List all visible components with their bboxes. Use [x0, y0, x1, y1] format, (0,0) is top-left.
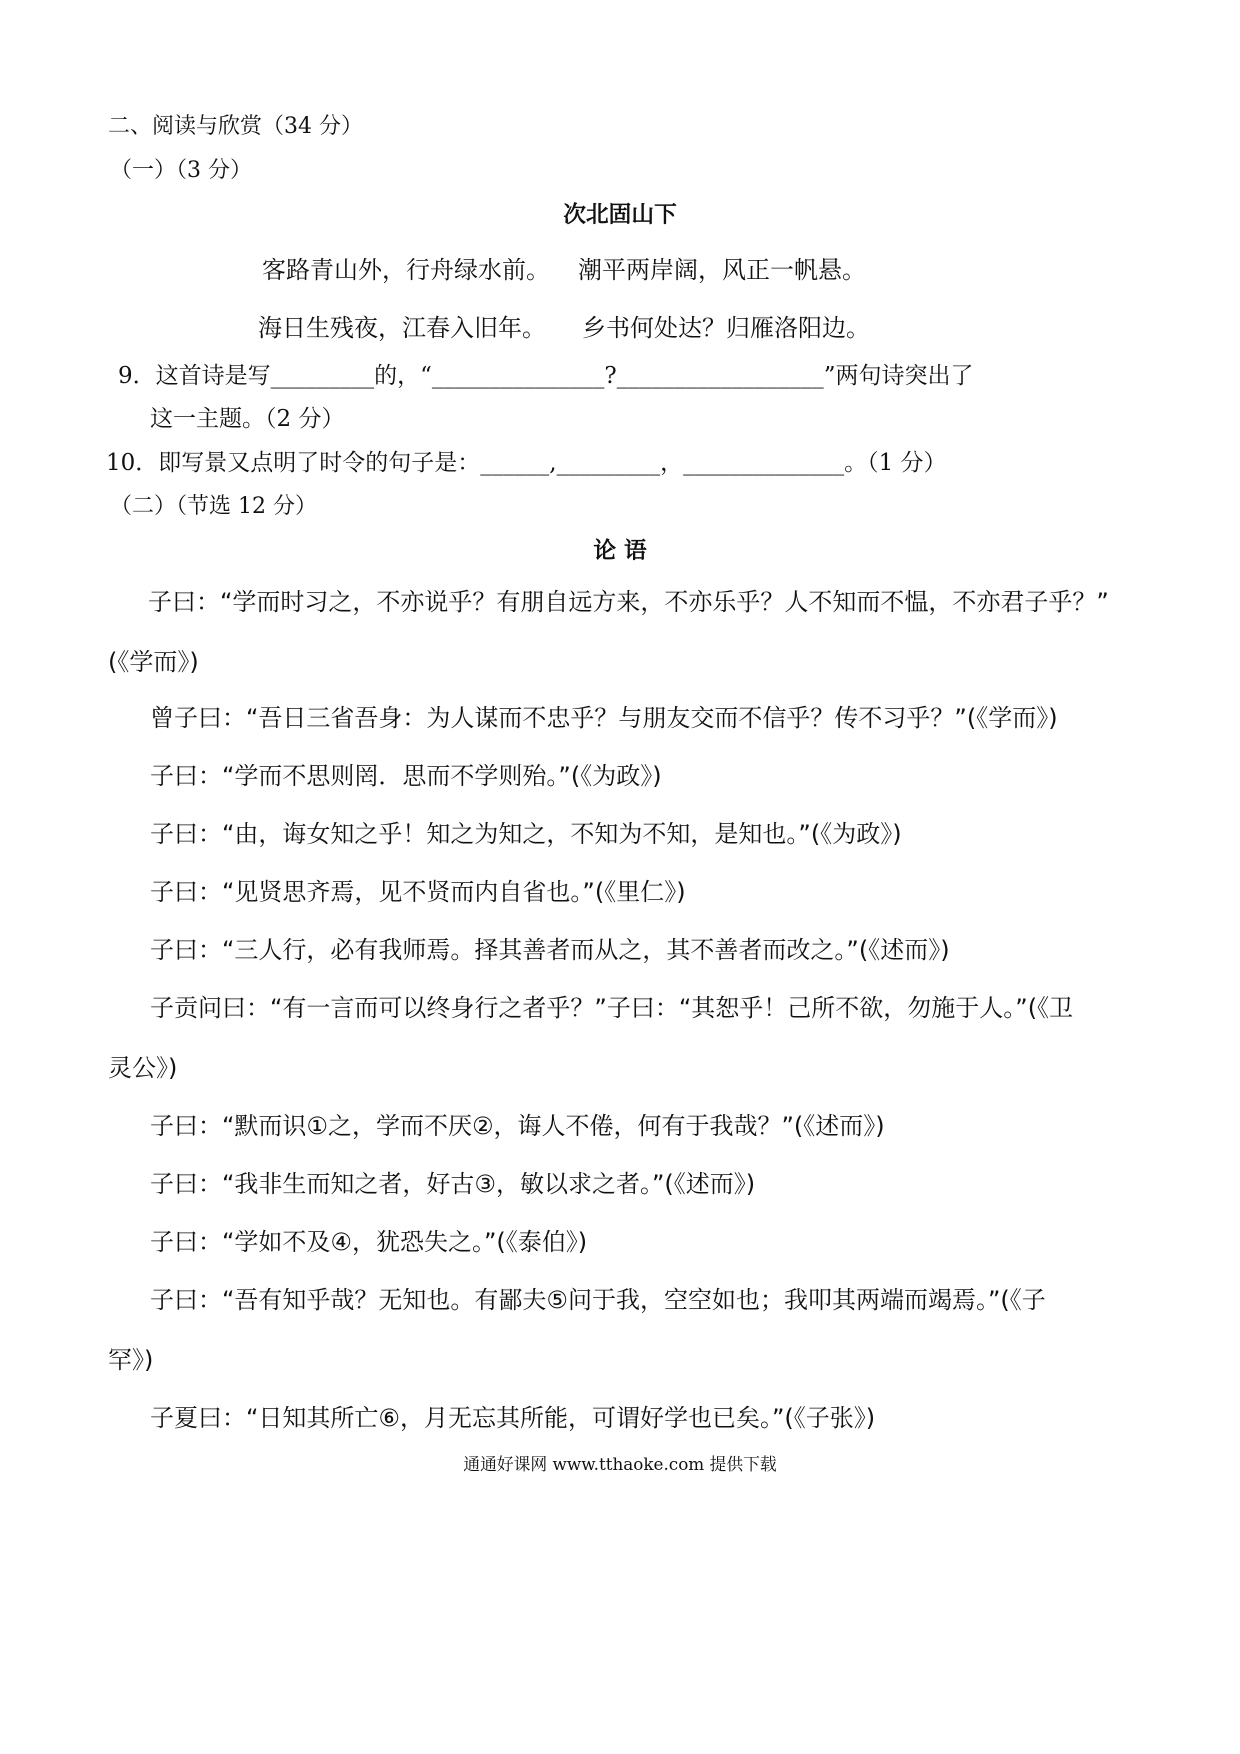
analects-line: 子曰：“见贤思齐焉，见不贤而内自省也。”(《里仁》) [150, 878, 686, 906]
analects-line: 子曰：“我非生而知之者，好古③，敏以求之者。”(《述而》) [150, 1170, 756, 1198]
analects-line: 子曰：“默而识①之，学而不厌②，诲人不倦，何有于我哉？”(《述而》) [150, 1112, 885, 1140]
poem-line: 客路青山外，行舟绿水前。 [262, 256, 550, 284]
page-footer: 通通好课网 www.tthaoke.com 提供下载 [463, 1454, 777, 1474]
analects-line: (《学而》) [108, 648, 199, 676]
part-one-heading: （一）（3 分） [110, 158, 252, 183]
question-10: 10．即写景又点明了时令的句子是：______,_________，______________。（1 分） [106, 450, 947, 476]
poem-line: 潮平两岸阔，风正一帆悬。 [578, 256, 866, 284]
analects-line: 子曰：“学而时习之，不亦说乎？有朋自远方来，不亦乐乎？人不知而不愠，不亦君子乎？” [148, 588, 1109, 616]
poem-line: 乡书何处达？归雁洛阳边。 [582, 314, 870, 342]
question-9: 9．这首诗是写_________的，“_______________?__________________”两句诗突出了 [118, 363, 974, 389]
analects-line: 罕》) [108, 1346, 154, 1374]
section-heading: 二、阅读与欣赏（34 分） [108, 114, 363, 139]
poem-line: 海日生残夜，江春入旧年。 [258, 314, 546, 342]
question-9-cont: 这一主题。（2 分） [150, 406, 345, 432]
analects-line: 灵公》) [108, 1054, 178, 1082]
analects-line: 子曰：“三人行，必有我师焉。择其善者而从之，其不善者而改之。”(《述而》) [150, 936, 950, 964]
analects-line: 子贡问曰：“有一言而可以终身行之者乎？”子曰：“其恕乎！己所不欲，勿施于人。”(《卫 [150, 994, 1074, 1022]
analects-line: 子曰：“吾有知乎哉？无知也。有鄙夫⑤问于我，空空如也；我叩其两端而竭焉。”(《子 [150, 1286, 1046, 1314]
analects-line: 曾子曰：“吾日三省吾身：为人谋而不忠乎？与朋友交而不信乎？传不习乎？”(《学而》) [150, 704, 1058, 732]
analects-line: 子曰：“由，诲女知之乎！知之为知之，不知为不知，是知也。”(《为政》) [150, 820, 902, 848]
analects-title: 论 语 [593, 538, 647, 564]
analects-line: 子曰：“学如不及④，犹恐失之。”(《泰伯》) [150, 1228, 588, 1256]
analects-line: 子曰：“学而不思则罔．思而不学则殆。”(《为政》) [150, 762, 662, 790]
poem-title: 次北固山下 [563, 202, 677, 228]
part-two-heading: （二）（节选 12 分） [110, 494, 317, 519]
analects-line: 子夏曰：“日知其所亡⑥，月无忘其所能，可谓好学也已矣。”(《子张》) [150, 1404, 876, 1432]
